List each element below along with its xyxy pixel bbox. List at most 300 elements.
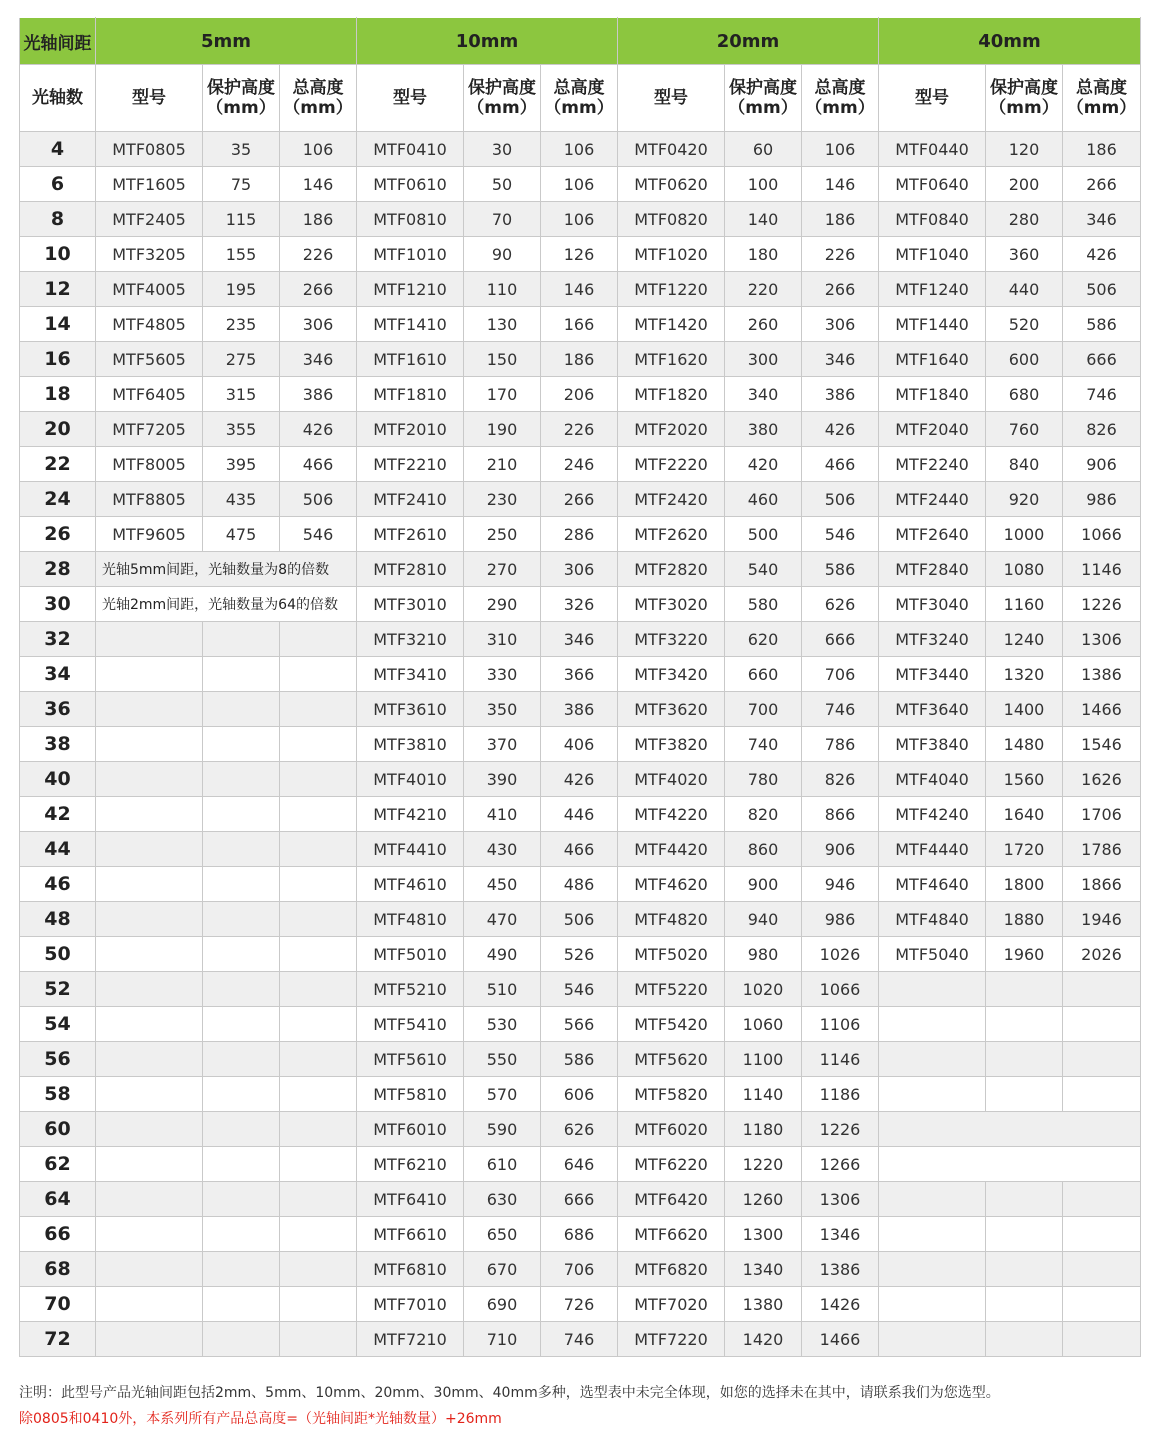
- model-cell: MTF2020: [618, 412, 725, 447]
- model-cell: MTF0820: [618, 202, 725, 237]
- model-cell: MTF3220: [618, 622, 725, 657]
- protect-height-cell: 310: [464, 622, 541, 657]
- axis-count-cell: 36: [20, 692, 96, 727]
- empty-cell: [203, 1287, 280, 1322]
- model-column-header-10mm: 型号: [357, 65, 464, 132]
- model-cell: MTF2210: [357, 447, 464, 482]
- empty-cell: [203, 1252, 280, 1287]
- spacing-header-20mm: 20mm: [618, 18, 879, 65]
- total-height-cell: 746: [541, 1322, 618, 1357]
- axis-count-cell: 24: [20, 482, 96, 517]
- table-row: [20, 1077, 1141, 1112]
- model-cell: MTF1410: [357, 307, 464, 342]
- empty-cell: [1063, 1287, 1141, 1322]
- empty-cell: [96, 1322, 203, 1357]
- empty-cell: [280, 972, 357, 1007]
- empty-cell: [96, 902, 203, 937]
- protect-height-cell: 460: [725, 482, 802, 517]
- model-cell: MTF1620: [618, 342, 725, 377]
- model-cell: MTF1210: [357, 272, 464, 307]
- protect-height-cell: 1240: [986, 622, 1063, 657]
- protect-height-cell: 275: [203, 342, 280, 377]
- total-height-cell: 186: [802, 202, 879, 237]
- model-cell: MTF2610: [357, 517, 464, 552]
- protect-height-cell: 670: [464, 1252, 541, 1287]
- table-row: [20, 307, 1141, 342]
- empty-cell: [280, 1007, 357, 1042]
- total-height-cell: 2026: [1063, 937, 1141, 972]
- empty-cell: [280, 1252, 357, 1287]
- empty-cell: [879, 1077, 986, 1112]
- table-row: [20, 972, 1141, 1007]
- protect-height-cell: 410: [464, 797, 541, 832]
- protect-height-cell: 710: [464, 1322, 541, 1357]
- model-cell: MTF2410: [357, 482, 464, 517]
- empty-cell: [203, 902, 280, 937]
- protect-height-cell: 1060: [725, 1007, 802, 1042]
- total-height-cell: 186: [541, 342, 618, 377]
- empty-cell: [280, 1322, 357, 1357]
- table-row: [20, 202, 1141, 237]
- column-header-row: [20, 65, 1141, 132]
- model-cell: MTF4020: [618, 762, 725, 797]
- total-height-cell: 506: [541, 902, 618, 937]
- model-cell: MTF0805: [96, 132, 203, 167]
- empty-cell: [1063, 1042, 1141, 1077]
- total-height-cell: 686: [541, 1217, 618, 1252]
- model-cell: MTF7210: [357, 1322, 464, 1357]
- table-row: [20, 132, 1141, 167]
- axis-count-cell: 20: [20, 412, 96, 447]
- protect-height-cell: 435: [203, 482, 280, 517]
- axis-count-cell: 70: [20, 1287, 96, 1322]
- empty-cell: [879, 1182, 986, 1217]
- protect-height-cell: 1100: [725, 1042, 802, 1077]
- total-height-cell: 986: [1063, 482, 1141, 517]
- total-height-label: 总高度: [1076, 78, 1127, 98]
- total-height-cell: 706: [541, 1252, 618, 1287]
- total-column-header-10mm: [541, 65, 618, 132]
- model-cell: MTF6405: [96, 377, 203, 412]
- model-cell: MTF1840: [879, 377, 986, 412]
- empty-cell: [96, 832, 203, 867]
- total-height-cell: 1266: [802, 1147, 879, 1182]
- model-cell: MTF4210: [357, 797, 464, 832]
- protect-height-cell: 610: [464, 1147, 541, 1182]
- protect-height-cell: 600: [986, 342, 1063, 377]
- table-row: [20, 867, 1141, 902]
- model-cell: MTF3420: [618, 657, 725, 692]
- protect-height-cell: 700: [725, 692, 802, 727]
- model-cell: MTF4620: [618, 867, 725, 902]
- total-height-cell: 186: [280, 202, 357, 237]
- model-cell: MTF1440: [879, 307, 986, 342]
- model-cell: MTF0420: [618, 132, 725, 167]
- total-height-cell: 486: [541, 867, 618, 902]
- table-row: [20, 1217, 1141, 1252]
- axis-count-cell: 58: [20, 1077, 96, 1112]
- empty-cell: [203, 1217, 280, 1252]
- total-height-cell: 1866: [1063, 867, 1141, 902]
- empty-cell: [879, 1147, 1141, 1182]
- model-cell: MTF1810: [357, 377, 464, 412]
- axis-count-cell: 60: [20, 1112, 96, 1147]
- axis-count-cell: 8: [20, 202, 96, 237]
- total-height-cell: 266: [802, 272, 879, 307]
- total-height-cell: 1386: [1063, 657, 1141, 692]
- total-height-cell: 826: [1063, 412, 1141, 447]
- empty-cell: [986, 1322, 1063, 1357]
- empty-cell: [280, 1147, 357, 1182]
- unit-label: （mm）: [206, 98, 276, 118]
- table-row: [20, 902, 1141, 937]
- empty-cell: [96, 762, 203, 797]
- total-height-cell: 906: [802, 832, 879, 867]
- total-height-cell: 586: [541, 1042, 618, 1077]
- empty-cell: [96, 1042, 203, 1077]
- empty-cell: [203, 622, 280, 657]
- total-height-cell: 1426: [802, 1287, 879, 1322]
- protect-height-cell: 1160: [986, 587, 1063, 622]
- protect-height-cell: 1220: [725, 1147, 802, 1182]
- unit-label: （mm）: [467, 98, 537, 118]
- model-cell: MTF2820: [618, 552, 725, 587]
- protect-column-header-10mm: [464, 65, 541, 132]
- axis-count-cell: 4: [20, 132, 96, 167]
- unit-label: （mm）: [1066, 98, 1137, 118]
- table-row: [20, 1147, 1141, 1182]
- protect-height-cell: 300: [725, 342, 802, 377]
- total-height-cell: 726: [541, 1287, 618, 1322]
- total-height-cell: 306: [280, 307, 357, 342]
- model-cell: MTF0640: [879, 167, 986, 202]
- axis-count-cell: 38: [20, 727, 96, 762]
- empty-cell: [1063, 1077, 1141, 1112]
- model-cell: MTF9605: [96, 517, 203, 552]
- empty-cell: [96, 1287, 203, 1322]
- total-height-cell: 146: [541, 272, 618, 307]
- total-height-label: 总高度: [814, 78, 866, 98]
- spacing-note-cell: 光轴2mm间距，光轴数量为64的倍数: [96, 587, 357, 622]
- protect-height-cell: 940: [725, 902, 802, 937]
- protect-height-cell: 280: [986, 202, 1063, 237]
- protect-height-cell: 1080: [986, 552, 1063, 587]
- model-cell: MTF2840: [879, 552, 986, 587]
- total-height-cell: 106: [541, 167, 618, 202]
- total-height-cell: 1146: [802, 1042, 879, 1077]
- model-cell: MTF3810: [357, 727, 464, 762]
- model-cell: MTF5210: [357, 972, 464, 1007]
- empty-cell: [203, 762, 280, 797]
- empty-cell: [96, 692, 203, 727]
- protect-height-cell: 1560: [986, 762, 1063, 797]
- empty-cell: [280, 727, 357, 762]
- empty-cell: [280, 692, 357, 727]
- axis-count-cell: 68: [20, 1252, 96, 1287]
- empty-cell: [280, 832, 357, 867]
- protect-height-cell: 1800: [986, 867, 1063, 902]
- spacing-note-cell: 光轴5mm间距，光轴数量为8的倍数: [96, 552, 357, 587]
- total-height-cell: 746: [802, 692, 879, 727]
- total-height-cell: 266: [1063, 167, 1141, 202]
- protect-height-label: 保护高度: [729, 78, 797, 98]
- model-cell: MTF5020: [618, 937, 725, 972]
- protect-height-cell: 75: [203, 167, 280, 202]
- total-height-cell: 906: [1063, 447, 1141, 482]
- model-cell: MTF4805: [96, 307, 203, 342]
- empty-cell: [1063, 1252, 1141, 1287]
- total-height-cell: 426: [280, 412, 357, 447]
- unit-label: （mm）: [283, 98, 353, 118]
- protect-height-cell: 235: [203, 307, 280, 342]
- table-row: [20, 1007, 1141, 1042]
- model-cell: MTF2040: [879, 412, 986, 447]
- total-height-cell: 106: [280, 132, 357, 167]
- model-cell: MTF0410: [357, 132, 464, 167]
- total-height-cell: 466: [541, 832, 618, 867]
- protect-height-cell: 220: [725, 272, 802, 307]
- model-cell: MTF2405: [96, 202, 203, 237]
- total-height-cell: 706: [802, 657, 879, 692]
- protect-height-cell: 475: [203, 517, 280, 552]
- total-height-cell: 586: [1063, 307, 1141, 342]
- total-height-cell: 166: [541, 307, 618, 342]
- empty-cell: [986, 1007, 1063, 1042]
- model-cell: MTF1420: [618, 307, 725, 342]
- empty-cell: [96, 867, 203, 902]
- protect-height-cell: 1020: [725, 972, 802, 1007]
- model-cell: MTF6210: [357, 1147, 464, 1182]
- protect-height-cell: 540: [725, 552, 802, 587]
- total-column-header-40mm: [1063, 65, 1141, 132]
- protect-height-cell: 420: [725, 447, 802, 482]
- axis-count-cell: 6: [20, 167, 96, 202]
- axis-count-cell: 18: [20, 377, 96, 412]
- empty-cell: [96, 1252, 203, 1287]
- model-cell: MTF3040: [879, 587, 986, 622]
- empty-cell: [280, 657, 357, 692]
- table-row: [20, 692, 1141, 727]
- model-cell: MTF4010: [357, 762, 464, 797]
- model-cell: MTF4440: [879, 832, 986, 867]
- model-cell: MTF1240: [879, 272, 986, 307]
- total-height-cell: 406: [541, 727, 618, 762]
- model-cell: MTF2220: [618, 447, 725, 482]
- axis-count-cell: 32: [20, 622, 96, 657]
- protect-height-cell: 900: [725, 867, 802, 902]
- protect-height-cell: 430: [464, 832, 541, 867]
- empty-cell: [203, 1182, 280, 1217]
- total-height-cell: 1346: [802, 1217, 879, 1252]
- table-row: [20, 1042, 1141, 1077]
- model-cell: MTF0610: [357, 167, 464, 202]
- protect-height-cell: 100: [725, 167, 802, 202]
- empty-cell: [986, 1042, 1063, 1077]
- axis-count-cell: 28: [20, 552, 96, 587]
- empty-cell: [280, 1287, 357, 1322]
- total-height-cell: 1706: [1063, 797, 1141, 832]
- empty-cell: [203, 972, 280, 1007]
- model-cell: MTF3610: [357, 692, 464, 727]
- total-height-cell: 1386: [802, 1252, 879, 1287]
- axis-count-cell: 16: [20, 342, 96, 377]
- model-cell: MTF7205: [96, 412, 203, 447]
- selection-table-container: [19, 17, 1140, 1357]
- model-cell: MTF0840: [879, 202, 986, 237]
- total-height-cell: 466: [802, 447, 879, 482]
- total-height-cell: 1466: [802, 1322, 879, 1357]
- protect-height-cell: 1960: [986, 937, 1063, 972]
- model-cell: MTF3620: [618, 692, 725, 727]
- model-cell: MTF5420: [618, 1007, 725, 1042]
- unit-label: （mm）: [805, 98, 875, 118]
- protect-height-cell: 680: [986, 377, 1063, 412]
- protect-height-cell: 200: [986, 167, 1063, 202]
- total-height-cell: 526: [541, 937, 618, 972]
- model-cell: MTF5410: [357, 1007, 464, 1042]
- model-cell: MTF6020: [618, 1112, 725, 1147]
- axis-count-cell: 54: [20, 1007, 96, 1042]
- model-cell: MTF2620: [618, 517, 725, 552]
- total-height-cell: 546: [280, 517, 357, 552]
- protect-height-cell: 860: [725, 832, 802, 867]
- model-cell: MTF6810: [357, 1252, 464, 1287]
- model-cell: MTF3410: [357, 657, 464, 692]
- empty-cell: [96, 1077, 203, 1112]
- total-height-cell: 1786: [1063, 832, 1141, 867]
- empty-cell: [986, 1217, 1063, 1252]
- total-height-cell: 1226: [1063, 587, 1141, 622]
- model-cell: MTF1605: [96, 167, 203, 202]
- empty-cell: [203, 657, 280, 692]
- empty-cell: [96, 937, 203, 972]
- total-height-cell: 426: [1063, 237, 1141, 272]
- total-height-cell: 226: [802, 237, 879, 272]
- table-row: [20, 1287, 1141, 1322]
- footer-note-spacing: 注明：此型号产品光轴间距包括2mm、5mm、10mm、20mm、30mm、40mm多种，选型表中未完全体现，如您的选择未在其中，请联系我们为您选型。: [19, 1385, 1000, 1401]
- axis-count-cell: 22: [20, 447, 96, 482]
- model-cell: MTF4240: [879, 797, 986, 832]
- protect-height-cell: 470: [464, 902, 541, 937]
- model-cell: MTF3820: [618, 727, 725, 762]
- protect-height-label: 保护高度: [468, 78, 536, 98]
- model-cell: MTF3840: [879, 727, 986, 762]
- total-column-header-5mm: [280, 65, 357, 132]
- total-height-cell: 426: [541, 762, 618, 797]
- model-selection-table: [19, 17, 1141, 1357]
- empty-cell: [280, 867, 357, 902]
- empty-cell: [96, 1112, 203, 1147]
- unit-label: （mm）: [728, 98, 798, 118]
- axis-count-cell: 50: [20, 937, 96, 972]
- total-height-label: 总高度: [553, 78, 605, 98]
- protect-height-cell: 395: [203, 447, 280, 482]
- total-height-cell: 346: [1063, 202, 1141, 237]
- model-cell: MTF5810: [357, 1077, 464, 1112]
- total-height-cell: 1066: [802, 972, 879, 1007]
- model-cell: MTF6010: [357, 1112, 464, 1147]
- protect-height-cell: 270: [464, 552, 541, 587]
- empty-cell: [203, 937, 280, 972]
- protect-height-cell: 180: [725, 237, 802, 272]
- empty-cell: [280, 902, 357, 937]
- axis-count-cell: 30: [20, 587, 96, 622]
- protect-height-cell: 120: [986, 132, 1063, 167]
- model-cell: MTF2640: [879, 517, 986, 552]
- total-height-cell: 1306: [802, 1182, 879, 1217]
- axis-count-cell: 10: [20, 237, 96, 272]
- total-height-cell: 106: [802, 132, 879, 167]
- empty-cell: [879, 1217, 986, 1252]
- total-height-cell: 746: [1063, 377, 1141, 412]
- empty-cell: [203, 832, 280, 867]
- model-cell: MTF2810: [357, 552, 464, 587]
- total-height-cell: 326: [541, 587, 618, 622]
- total-height-cell: 586: [802, 552, 879, 587]
- model-cell: MTF2240: [879, 447, 986, 482]
- total-height-cell: 306: [541, 552, 618, 587]
- protect-height-cell: 450: [464, 867, 541, 902]
- total-height-cell: 1026: [802, 937, 879, 972]
- protect-height-cell: 590: [464, 1112, 541, 1147]
- empty-cell: [1063, 1217, 1141, 1252]
- model-cell: MTF4005: [96, 272, 203, 307]
- protect-height-cell: 980: [725, 937, 802, 972]
- table-row: [20, 447, 1141, 482]
- table-row: [20, 1252, 1141, 1287]
- protect-height-cell: 1880: [986, 902, 1063, 937]
- empty-cell: [1063, 972, 1141, 1007]
- model-cell: MTF4220: [618, 797, 725, 832]
- axis-count-cell: 66: [20, 1217, 96, 1252]
- total-height-cell: 106: [541, 202, 618, 237]
- protect-height-cell: 170: [464, 377, 541, 412]
- total-height-label: 总高度: [292, 78, 344, 98]
- protect-height-cell: 1340: [725, 1252, 802, 1287]
- model-cell: MTF5010: [357, 937, 464, 972]
- protect-height-cell: 1420: [725, 1322, 802, 1357]
- model-cell: MTF4610: [357, 867, 464, 902]
- total-height-cell: 546: [541, 972, 618, 1007]
- total-height-cell: 506: [1063, 272, 1141, 307]
- empty-cell: [96, 657, 203, 692]
- protect-height-cell: 690: [464, 1287, 541, 1322]
- protect-height-cell: 190: [464, 412, 541, 447]
- total-height-cell: 666: [802, 622, 879, 657]
- total-height-cell: 626: [541, 1112, 618, 1147]
- total-height-cell: 546: [802, 517, 879, 552]
- protect-height-cell: 620: [725, 622, 802, 657]
- empty-cell: [986, 1287, 1063, 1322]
- protect-height-cell: 380: [725, 412, 802, 447]
- protect-height-cell: 820: [725, 797, 802, 832]
- empty-cell: [96, 972, 203, 1007]
- total-height-cell: 246: [541, 447, 618, 482]
- total-height-cell: 226: [541, 412, 618, 447]
- total-height-cell: 946: [802, 867, 879, 902]
- table-row: [20, 1182, 1141, 1217]
- model-cell: MTF4840: [879, 902, 986, 937]
- protect-height-cell: 260: [725, 307, 802, 342]
- axis-count-cell: 34: [20, 657, 96, 692]
- model-cell: MTF5040: [879, 937, 986, 972]
- model-cell: MTF0440: [879, 132, 986, 167]
- axis-count-cell: 12: [20, 272, 96, 307]
- footer-note-formula: 除0805和0410外，本系列所有产品总高度=（光轴间距*光轴数量）+26mm: [19, 1411, 502, 1427]
- total-height-cell: 346: [541, 622, 618, 657]
- table-row: [20, 482, 1141, 517]
- model-cell: MTF1010: [357, 237, 464, 272]
